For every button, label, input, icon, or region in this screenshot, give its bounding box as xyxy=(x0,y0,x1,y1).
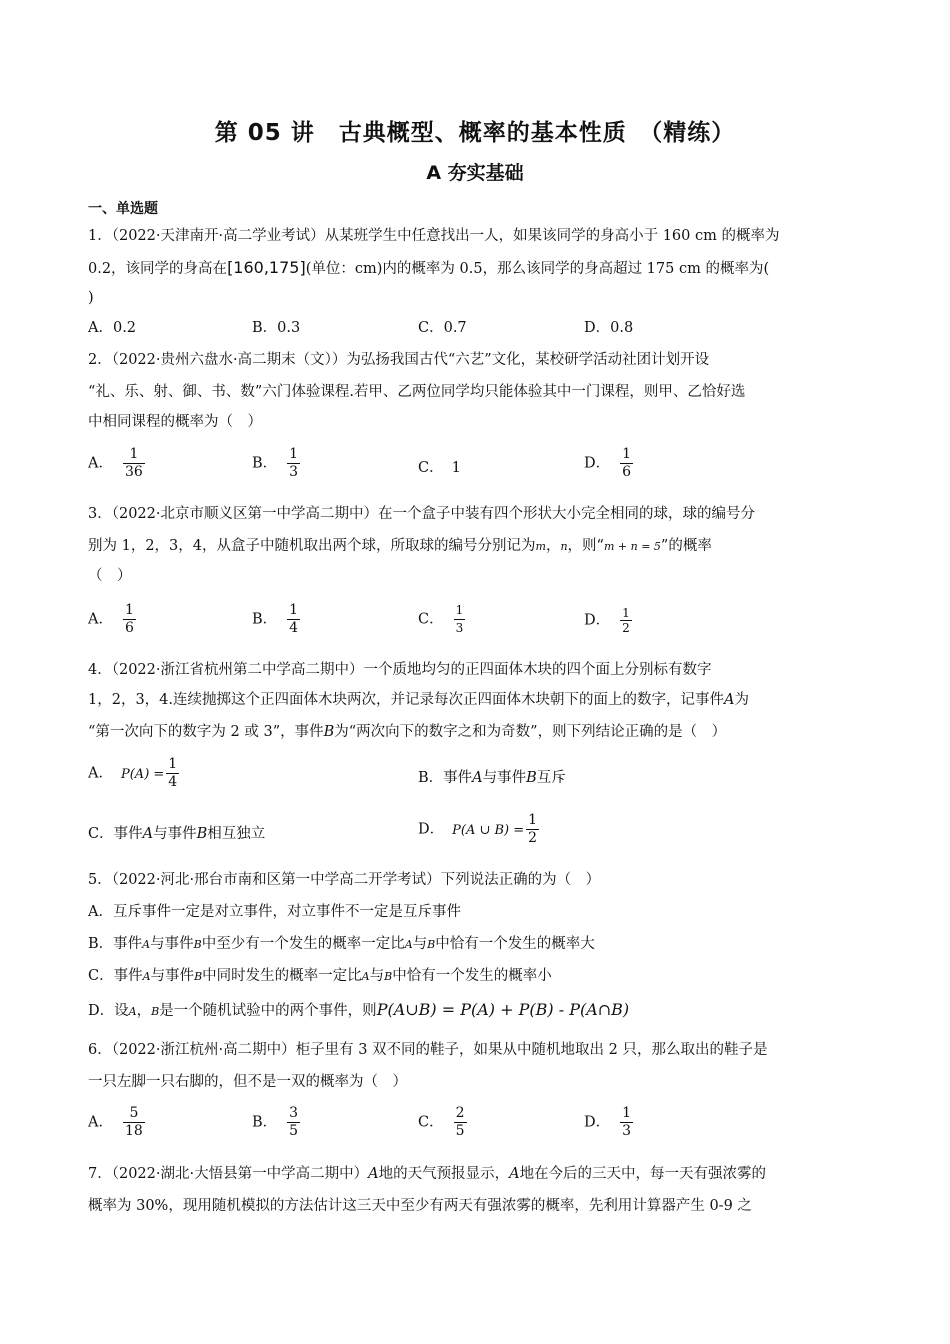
q6-option-d: D． $\frac{1}{3}$ xyxy=(584,1105,632,1139)
q1-interval: [160,175] xyxy=(227,258,306,277)
q6-option-c: C． $\frac{2}{5}$ xyxy=(418,1105,465,1139)
q4-option-c: C．事件A与事件B相互独立 xyxy=(88,826,266,842)
q1-option-b: B．0.3 xyxy=(252,320,301,336)
q3-option-a: A． $\frac{1}{6}$ xyxy=(88,602,134,636)
section-subtitle: A 夯实基础 xyxy=(426,162,524,184)
section-heading: 一、单选题 xyxy=(88,201,158,217)
q6-option-b: B． $\frac{3}{5}$ xyxy=(252,1105,299,1139)
q5-formula: P(A∪B) = P(A) + P(B) - P(A∩B) xyxy=(376,1000,630,1019)
q5-line-1: 5．（2022·河北·邢台市南和区第一中学高二开学考试）下列说法正确的为（ ） xyxy=(88,872,601,888)
q4-line-3: “第一次向下的数字为 2 或 3”，事件B为“两次向下的数字之和为奇数”，则下列结论正确的是（ ） xyxy=(88,724,727,740)
q4-option-a: A． P(A) = $\frac{1}{4}$ xyxy=(88,756,178,790)
q4-line-1: 4．（2022·浙江省杭州第二中学高二期中）一个质地均匀的正四面体木块的四个面上分别标有数字 xyxy=(88,662,712,678)
q6-line-1: 6．（2022·浙江杭州·高二期中）柜子里有 3 双不同的鞋子，如果从中随机地取出 2 只，那么取出的鞋子是 xyxy=(88,1042,768,1058)
q4-line-2: 1，2，3，4.连续抛掷这个正四面体木块两次，并记录每次正四面体木块朝下的面上的数字，记事件A为 xyxy=(88,692,749,708)
q5-option-b: B．事件A与事件B中至少有一个发生的概率一定比A与B中恰有一个发生的概率大 xyxy=(88,936,595,952)
q5-option-d: D．设A，B是一个随机试验中的两个事件，则P(A∪B) = P(A) + P(B) - P(A∩B) xyxy=(88,1000,630,1019)
q4-option-d: D． P(A ∪ B) = $\frac{1}{2}$ xyxy=(418,812,538,846)
q1-line-2: 0.2，该同学的身高在[160,175](单位：cm)内的概率为 0.5，那么该同学的身高超过 175 cm 的概率为( xyxy=(88,258,770,277)
q7-line-2: 概率为 30%，现用随机模拟的方法估计这三天中至少有两天有强浓雾的概率，先利用计算器产生 0-9 之 xyxy=(88,1198,752,1214)
q3-option-d: D． $\frac{1}{2}$ xyxy=(584,606,630,635)
q1-line-3: ) xyxy=(88,290,94,306)
q2-option-a: A． $\frac{1}{36}$ xyxy=(88,446,143,480)
q3-option-b: B． $\frac{1}{4}$ xyxy=(252,602,299,636)
q2-option-b: B． $\frac{1}{3}$ xyxy=(252,446,299,480)
q2-line-1: 2．（2022·贵州六盘水·高二期末（文））为弘扬我国古代“六艺”文化，某校研学活动社团计划开设 xyxy=(88,352,710,368)
q3-line-3: （ ） xyxy=(88,568,132,584)
q6-option-a: A． $\frac{5}{18}$ xyxy=(88,1105,143,1139)
q2-line-3: 中相同课程的概率为（ ） xyxy=(88,414,262,430)
q3-line-1: 3．（2022·北京市顺义区第一中学高二期中）在一个盒子中装有四个形状大小完全相同的球，球的编号分 xyxy=(88,506,755,522)
q5-option-a: A．互斥事件一定是对立事件，对立事件不一定是互斥事件 xyxy=(88,904,461,920)
q7-line-1: 7．（2022·湖北·大悟县第一中学高二期中）A地的天气预报显示，A地在今后的三天中，每一天有强浓雾的 xyxy=(88,1166,767,1182)
q1-line-1: 1．（2022·天津南开·高二学业考试）从某班学生中任意找出一人，如果该同学的身高小于 160 cm 的概率为 xyxy=(88,228,780,244)
q2-line-2: “礼、乐、射、御、书、数”六门体验课程.若甲、乙两位同学均只能体验其中一门课程，则甲、乙恰好选 xyxy=(88,384,746,400)
q3-line-2: 别为 1，2，3，4，从盒子中随机取出两个球，所取球的编号分别记为m，n，则“m + n = 5”的概率 xyxy=(88,538,712,554)
q2-option-c: C． 1 xyxy=(418,460,461,476)
q1-option-c: C．0.7 xyxy=(418,320,467,336)
q6-line-2: 一只左脚一只右脚的，但不是一双的概率为（ ） xyxy=(88,1074,407,1090)
q3-option-c: C． $\frac{1}{3}$ xyxy=(418,603,464,635)
q1-option-a: A．0.2 xyxy=(88,320,137,336)
q5-option-c: C．事件A与事件B中同时发生的概率一定比A与B中恰有一个发生的概率小 xyxy=(88,968,552,984)
q4-option-b: B．事件A与事件B互斥 xyxy=(418,770,566,786)
q2-option-d: D． $\frac{1}{6}$ xyxy=(584,446,632,480)
q1-option-d: D．0.8 xyxy=(584,320,634,336)
page-title: 第 05 讲 古典概型、概率的基本性质 （精练） xyxy=(214,120,736,146)
